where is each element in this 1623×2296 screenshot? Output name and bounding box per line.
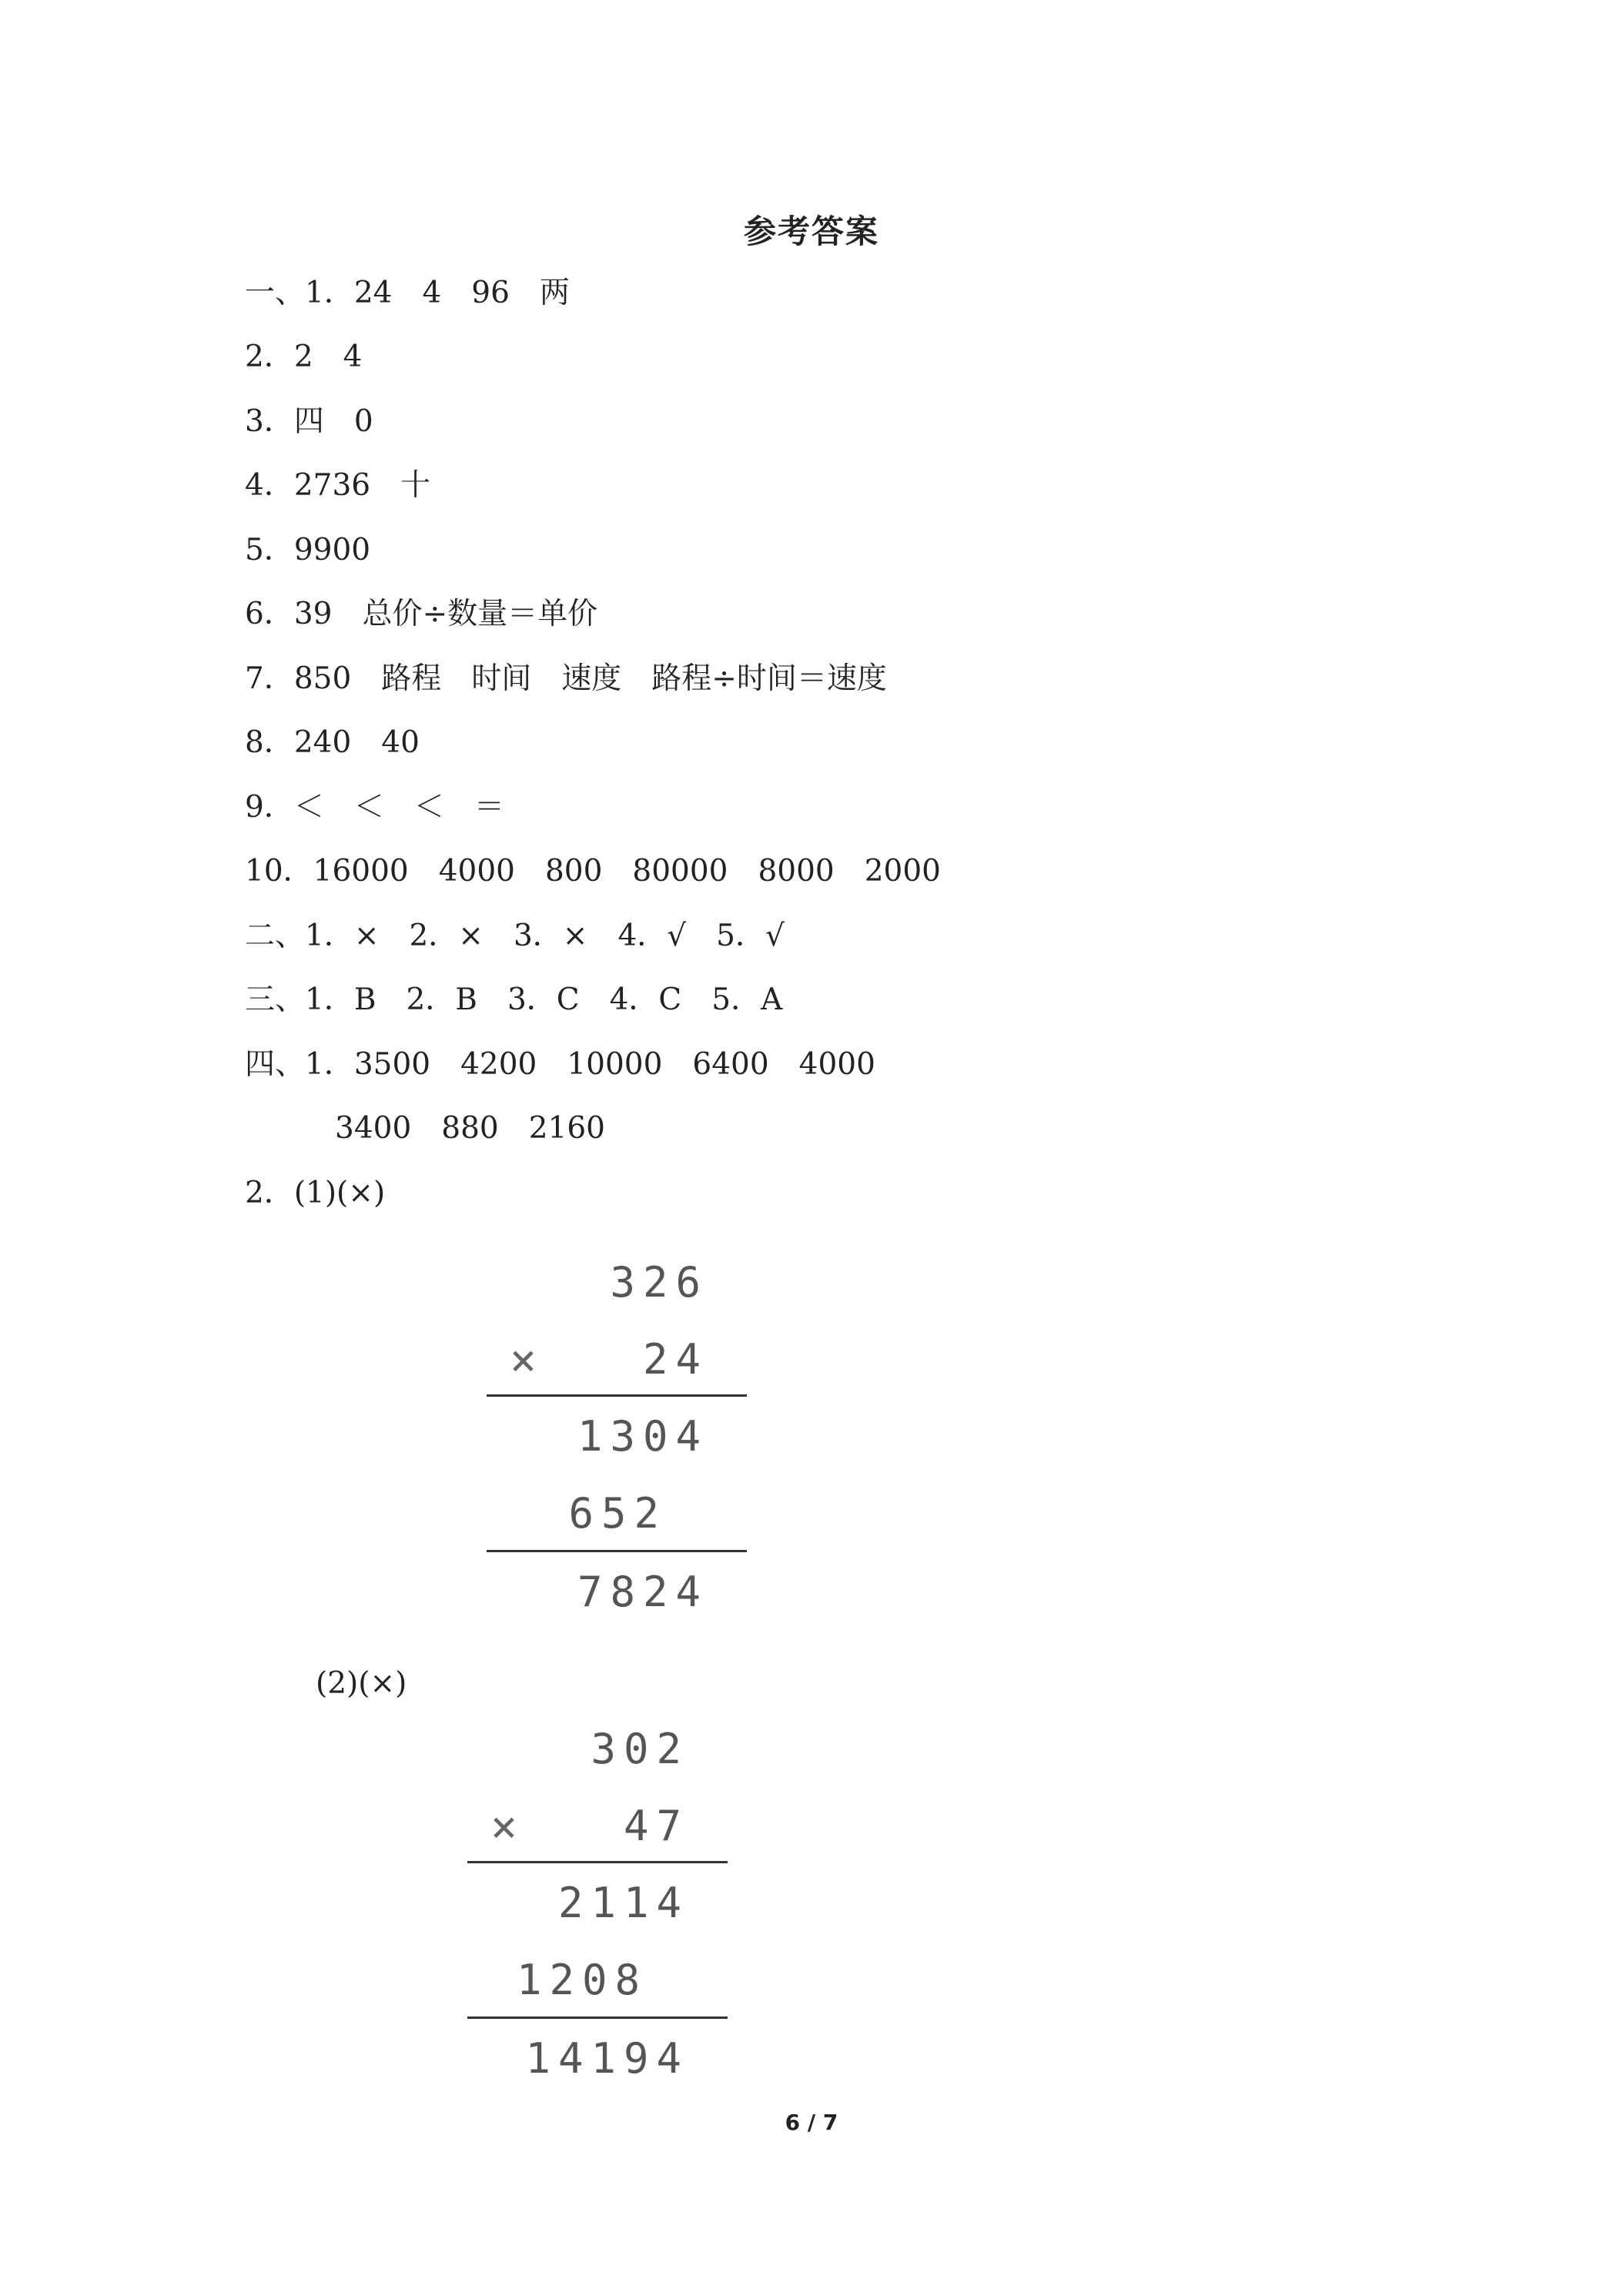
answer-line: 9．＜ ＜ ＜ ＝ — [245, 790, 504, 825]
multiplier: 47 — [623, 1802, 689, 1850]
vertical-multiplication-2 — [467, 1714, 728, 2083]
answer-line: 3400 880 2160 — [245, 1111, 605, 1146]
answer-line: 2．2 4 — [245, 340, 363, 374]
answer-line: 4．2736 十 — [245, 468, 431, 503]
calc-rule — [487, 1394, 747, 1397]
answer-line: 8．240 40 — [245, 725, 420, 760]
answer-line: 二、1．× 2．× 3．× 4．√ 5．√ — [245, 919, 785, 953]
answer-line: 三、1．B 2．B 3．C 4．C 5．A — [245, 982, 783, 1017]
product-result: 14194 — [525, 2034, 689, 2083]
multiplier: 24 — [642, 1335, 708, 1384]
calc-rule — [487, 1550, 747, 1552]
partial-product-1: 1304 — [577, 1412, 708, 1461]
calc-rule — [467, 1861, 728, 1863]
answer-line: 2．(1)(×) — [245, 1176, 386, 1210]
multiply-sign: × — [490, 1800, 517, 1853]
page-title: 参考答案 — [743, 213, 879, 250]
answer-line: 5．9900 — [245, 533, 371, 567]
multiplicand: 302 — [591, 1725, 689, 1773]
answer-line: 3．四 0 — [245, 404, 373, 439]
answer-label: (2)(×) — [316, 1666, 407, 1701]
answer-line: 一、1．24 4 96 两 — [245, 276, 570, 310]
calc-rule — [467, 2017, 728, 2019]
answer-line: 6．39 总价÷数量＝单价 — [245, 597, 598, 631]
multiplicand: 326 — [610, 1258, 708, 1307]
product-result: 7824 — [577, 1568, 708, 1616]
partial-product-1: 2114 — [557, 1879, 689, 1927]
multiply-sign: × — [510, 1334, 537, 1386]
vertical-multiplication-1 — [487, 1247, 747, 1616]
answer-line: 四、1．3500 4200 10000 6400 4000 — [245, 1047, 875, 1082]
answer-line: 10．16000 4000 800 80000 8000 2000 — [245, 854, 941, 889]
answer-line: 7．850 路程 时间 速度 路程÷时间＝速度 — [245, 661, 887, 696]
partial-product-2: 652 — [568, 1489, 667, 1538]
page-number: 6 / 7 — [785, 2110, 838, 2135]
partial-product-2: 1208 — [516, 1956, 648, 2004]
